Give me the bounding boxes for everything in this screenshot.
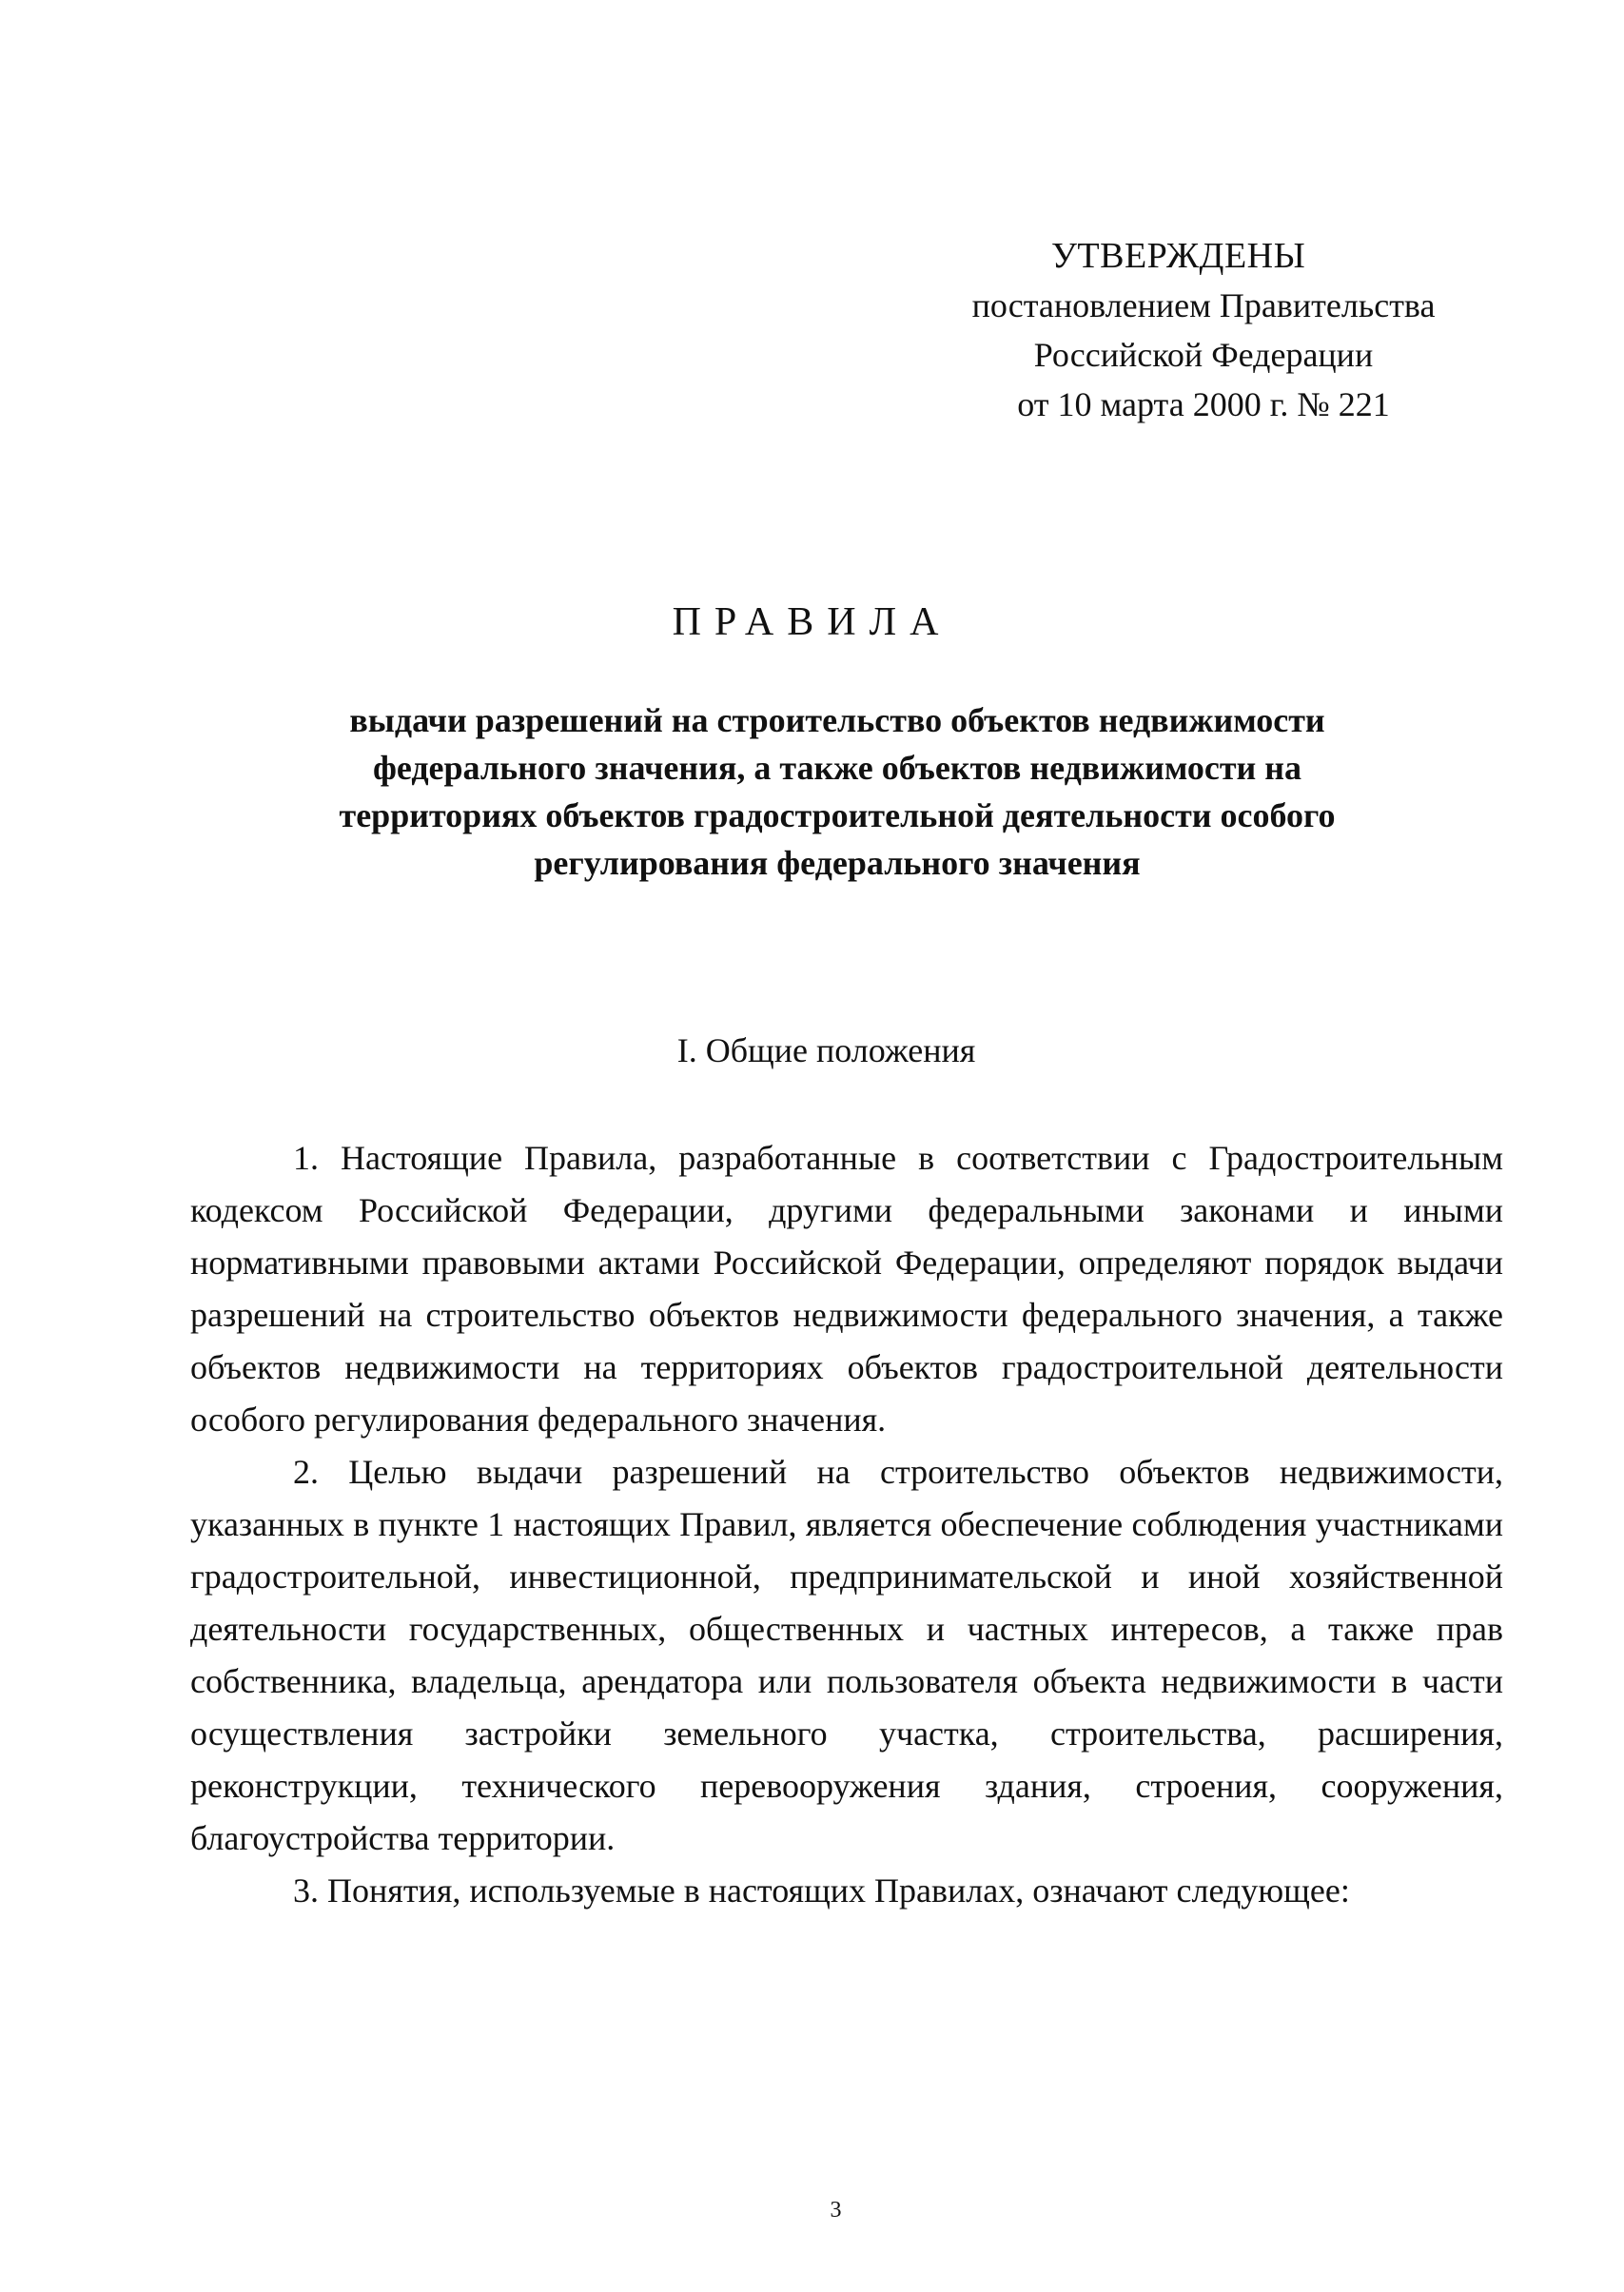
approval-stamp-title: УТВЕРЖДЕНЫ xyxy=(1051,236,1306,276)
paragraph-3: 3. Понятия, используемые в настоящих Правилах, означают следующее: xyxy=(293,1871,1350,1910)
page-number: 3 xyxy=(830,2198,842,2223)
section-heading: I. Общие положения xyxy=(676,1031,976,1069)
paragraph-1: 1. Настоящие Правила, разработанные в соответствии с Градостроительным кодексом Российской Федерации, другими федеральными законами и иными нормативными правовыми актами Российской Федерации, определяют порядок выдачи разрешений на строительство объектов недвижимости федерального значения, а также объектов недвижимости на территориях объектов градостроительной деятельности особого регулирования федерального значения. xyxy=(190,1139,1503,1439)
paragraph-2: 2. Целью выдачи разрешений на строительство объектов недвижимости, указанных в пункте 1 настоящих Правил, является обеспечение соблюдения участниками градостроительной, инвестиционной, предпринимательской и иной хозяйственной деятельности государственных, общественных и частных интересов, а также прав собственника, владельца, арендатора или пользователя объекта недвижимости в части осуществления застройки земельного участка, строительства, расширения, реконструкции, технического перевооружения здания, строения, сооружения, благоустройства территории. xyxy=(190,1453,1503,1857)
subtitle-line-2: федерального значения, а также объектов недвижимости на xyxy=(372,749,1302,787)
approval-line-3: от 10 марта 2000 г. № 221 xyxy=(1017,385,1390,423)
approval-block xyxy=(909,231,1498,429)
document-subtitle xyxy=(228,696,1446,887)
document-title: ПРАВИЛА xyxy=(672,600,952,644)
document-body xyxy=(190,1132,1503,1917)
subtitle-line-1: выдачи разрешений на строительство объектов недвижимости xyxy=(349,701,1325,739)
subtitle-line-4: регулирования федерального значения xyxy=(534,844,1141,882)
approval-line-1: постановлением Правительства xyxy=(971,286,1436,324)
approval-line-2: Российской Федерации xyxy=(1033,336,1374,374)
subtitle-line-3: территориях объектов градостроительной деятельности особого xyxy=(339,796,1336,834)
